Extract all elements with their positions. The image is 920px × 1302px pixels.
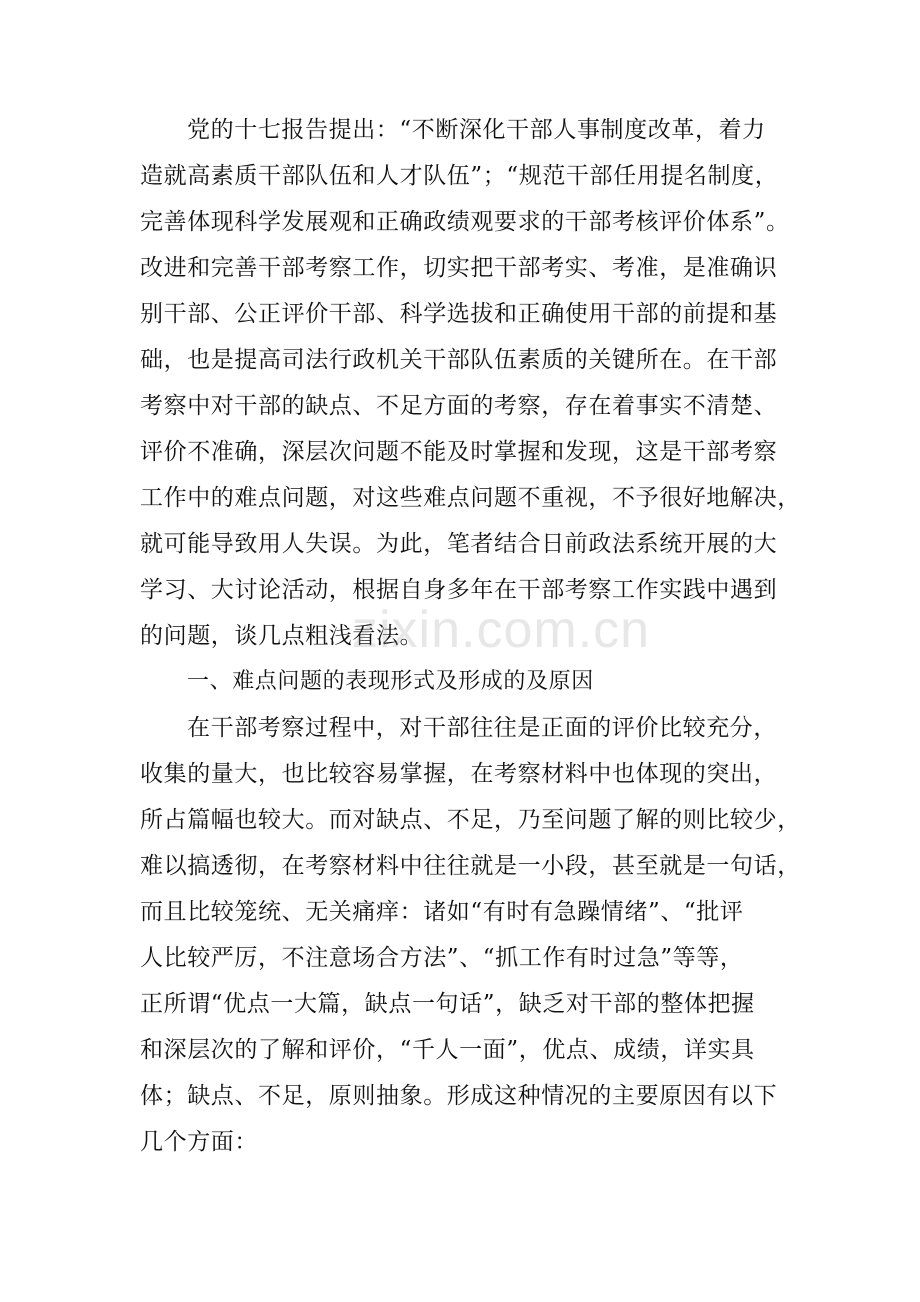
paragraph-line: 体；缺点、不足，原则抽象。形成这种情况的主要原因有以下 [140, 1083, 778, 1109]
paragraph-line: 难以搞透彻，在考察材料中往往就是一小段，甚至就是一句话， [140, 853, 801, 879]
section-heading: 一、难点问题的表现形式及形成的及原因 [187, 669, 594, 694]
paragraph-line: 造就高素质干部队伍和人才队伍”；“规范干部任用提名制度， [140, 163, 779, 189]
paragraph-line: 而且比较笼统、无关痛痒：诸如“有时有急躁情绪”、“批评 [140, 899, 744, 925]
paragraph-line: 别干部、公正评价干部、科学选拔和正确使用干部的前提和基 [140, 301, 778, 327]
paragraph-line: 评价不准确，深层次问题不能及时掌握和发现，这是干部考察 [140, 439, 778, 465]
paragraph-line: 党的十七报告提出：“不断深化干部人事制度改革，着力 [187, 117, 766, 143]
document-body [140, 107, 801, 1165]
paragraph-line: 考察中对干部的缺点、不足方面的考察，存在着事实不清楚、 [140, 393, 778, 419]
paragraph-line: 学习、大讨论活动，根据自身多年在干部考察工作实践中遇到 [140, 577, 778, 603]
paragraph-line: 础，也是提高司法行政机关干部队伍素质的关键所在。在干部 [140, 347, 778, 373]
paragraph-line: 几个方面： [140, 1129, 258, 1155]
paragraph-line: 人比较严厉，不注意场合方法”、“抓工作有时过急”等等， [140, 945, 744, 971]
paragraph-line: 的问题，谈几点粗浅看法。 [140, 623, 424, 649]
paragraph-line: 所占篇幅也较大。而对缺点、不足，乃至问题了解的则比较少， [140, 807, 801, 833]
paragraph-line: 完善体现科学发展观和正确政绩观要求的干部考核评价体系”。 [140, 209, 790, 235]
paragraph-line: 和深层次的了解和评价，“千人一面”，优点、成绩，详实具 [140, 1037, 755, 1063]
watermark-text: zixin.com.cn [352, 601, 651, 659]
paragraph-line: 在干部考察过程中，对干部往往是正面的评价比较充分， [187, 715, 777, 741]
paragraph-line: 正所谓“优点一大篇，缺点一句话”，缺乏对干部的整体把握 [140, 991, 755, 1017]
paragraph-line: 改进和完善干部考察工作，切实把干部考实、考准，是准确识 [140, 255, 778, 281]
paragraph-line: 就可能导致用人失误。为此，笔者结合日前政法系统开展的大 [140, 531, 778, 557]
paragraph-line: 工作中的难点问题，对这些难点问题不重视，不予很好地解决， [140, 485, 801, 511]
paragraph-line: 收集的量大，也比较容易掌握，在考察材料中也体现的突出， [140, 761, 778, 787]
